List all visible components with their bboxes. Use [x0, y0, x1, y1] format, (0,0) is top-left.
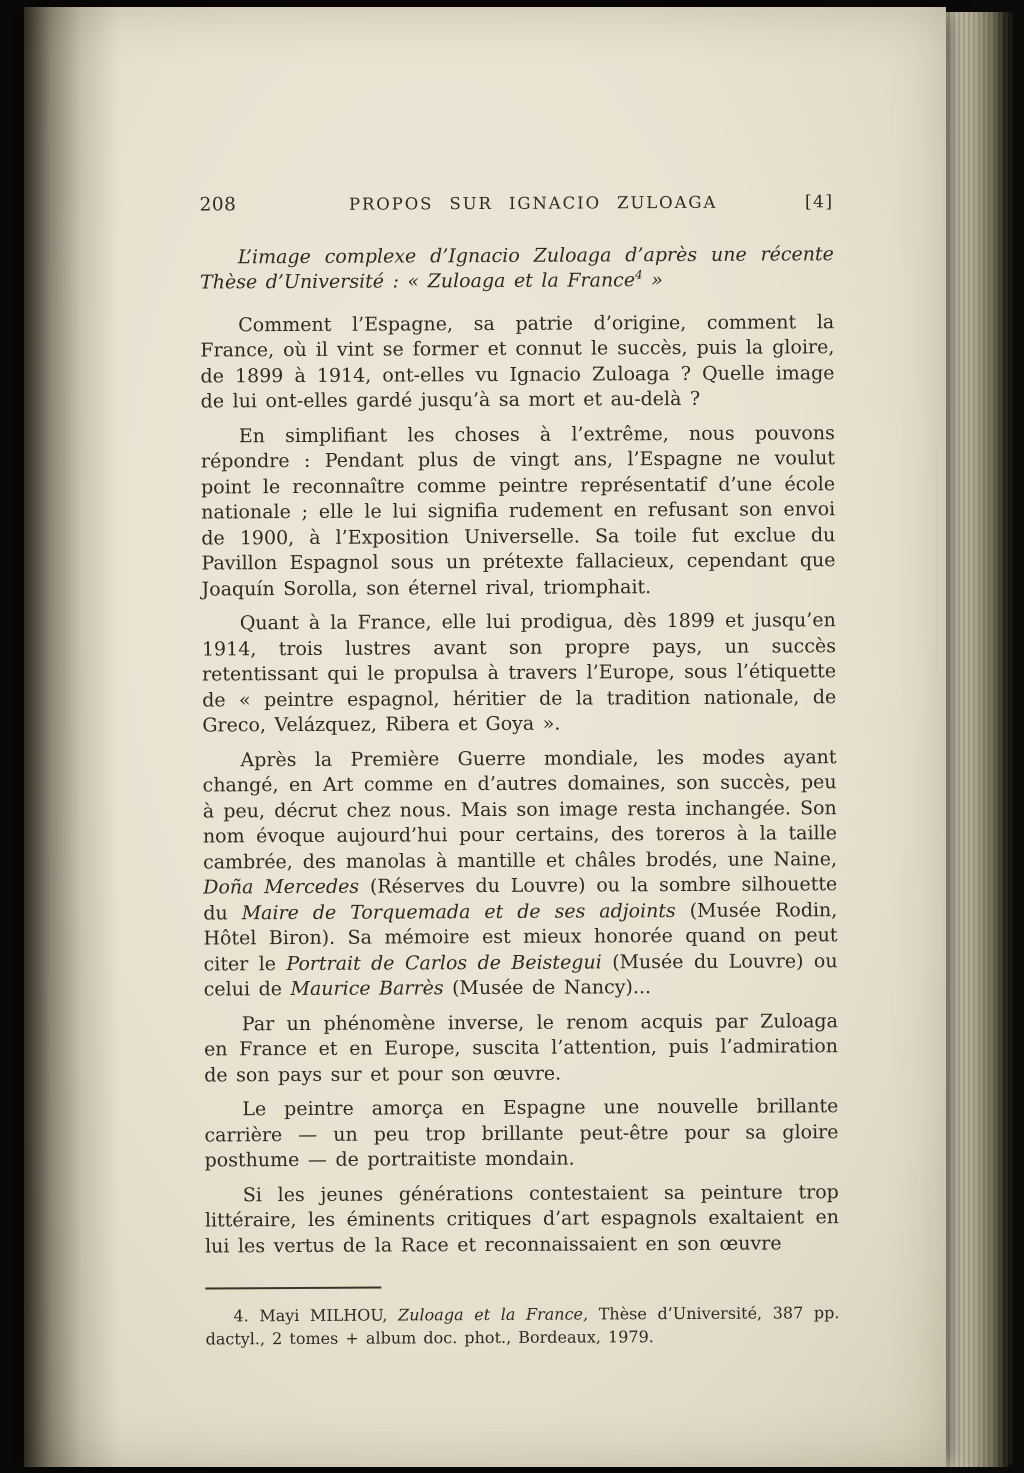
text-segment: 4: [634, 267, 643, 282]
text-segment: Quant à la France, elle lui prodigua, dès 1899 et jusqu’en 1914, trois lustres avant son propre pays, un succès retentissant qui le propulsa à travers l’Europe, sous l’étiquette de « peintre espagnol, héritier de la tradition nationale, de Greco, Velázquez, Ribera et Goya ».: [201, 609, 837, 737]
text-segment: Maurice Barrès: [290, 977, 444, 1001]
paragraph: [202, 608, 837, 739]
footnote-separator: [205, 1287, 381, 1290]
text-segment: Doña Mercedes: [203, 875, 360, 899]
text-segment: Portrait de Carlos de Beistegui: [286, 950, 602, 975]
text-segment: Thèse d’Université, 387 pp. dactyl., 2 tomes + album doc. phot., Bordeaux, 1979.: [205, 1303, 840, 1348]
footnote-block: [205, 1284, 839, 1350]
paragraph: [204, 1009, 838, 1089]
paragraph: [201, 421, 836, 603]
text-segment: Le peintre amorça en Espagne une nouvelle brillante carrière — un peu trop brillante peut-être pour sa gloire posthume — de portraitiste mondain.: [204, 1095, 839, 1172]
text-segment: (Réserves du Louvre) ou la sombre silhouette du: [203, 873, 838, 924]
text-segment: Comment l’Espagne, sa patrie d’origine, comment la France, où il vint se former et connut le succès, puis la gloire, de 1899 à 1914, ont-elles vu Ignacio Zuloaga ? Quelle image de lui ont-elles gardé jusqu’à sa mort et au-delà ?: [200, 310, 835, 413]
text-segment: (Musée Rodin, Hôtel Biron). Sa mémoire est mieux honorée quand on peut citer le: [203, 898, 838, 975]
intro-abstract: [200, 242, 834, 296]
body-text: [200, 310, 839, 1260]
page-content: [24, 7, 946, 1367]
text-segment: (Musée de Nancy)...: [443, 976, 652, 1000]
page-header: [200, 189, 834, 219]
running-title: PROPOS SUR IGNACIO ZULOAGA: [348, 192, 718, 214]
paragraph: [202, 745, 837, 1003]
paragraph: [205, 1180, 839, 1260]
footnote: [205, 1302, 839, 1350]
text-segment: Maire de Torquemada et de ses adjoints: [241, 899, 676, 924]
text-segment: Zuloaga et la France,: [398, 1304, 589, 1325]
paragraph: [204, 1094, 838, 1174]
text-segment: Après la Première Guerre mondiale, les modes ayant changé, en Art comme en d’autres domaines, son succès, peu à peu, décrut chez nous. Mais son image resta inchangée. Son nom évoque aujourd’hui pour certains, des toreros à la taille cambrée, des manolas à mantille et châles brodés, une Naine,: [202, 745, 838, 873]
page-number: 208: [199, 194, 237, 216]
text-segment: »: [642, 269, 663, 292]
text-segment: Par un phénomène inverse, le renom acquis par Zuloaga en France et en Europe, suscita l’attention, puis l’admiration de son pays sur et pour son œuvre.: [203, 1009, 839, 1086]
page-edge-stack: [938, 12, 1014, 1467]
text-segment: Si les jeunes générations contestaient sa peinture trop littéraire, les éminents critiques d’art espagnols exaltaient en lui les vertus de la Race et reconnaissaient en son œuvre: [204, 1180, 839, 1257]
book-page: [24, 7, 946, 1467]
paragraph: [200, 310, 835, 415]
text-segment: En simplifiant les choses à l’extrême, nous pouvons répondre : Pendant plus de vingt ans, l’Espagne ne voulut point le reconnaître comme peintre représentatif d’une école nationale ; elle le lui signifia rudement en refusant son envoi de 1900, à l’Exposition Universelle. Sa toile fut exclue du Pavillon Espagnol sous un prétexte fallacieux, cependant que Joaquín Sorolla, son éternel rival, triomphait.: [200, 421, 836, 600]
text-segment: L’image complexe d’Ignacio Zuloaga d’après une récente Thèse d’Université : « Zuloaga et la France: [199, 242, 834, 294]
section-marker: [4]: [804, 192, 834, 213]
text-segment: 4. Mayi MILHOU,: [233, 1305, 399, 1326]
text-segment: (Musée du Louvre) ou celui de: [203, 949, 838, 1001]
